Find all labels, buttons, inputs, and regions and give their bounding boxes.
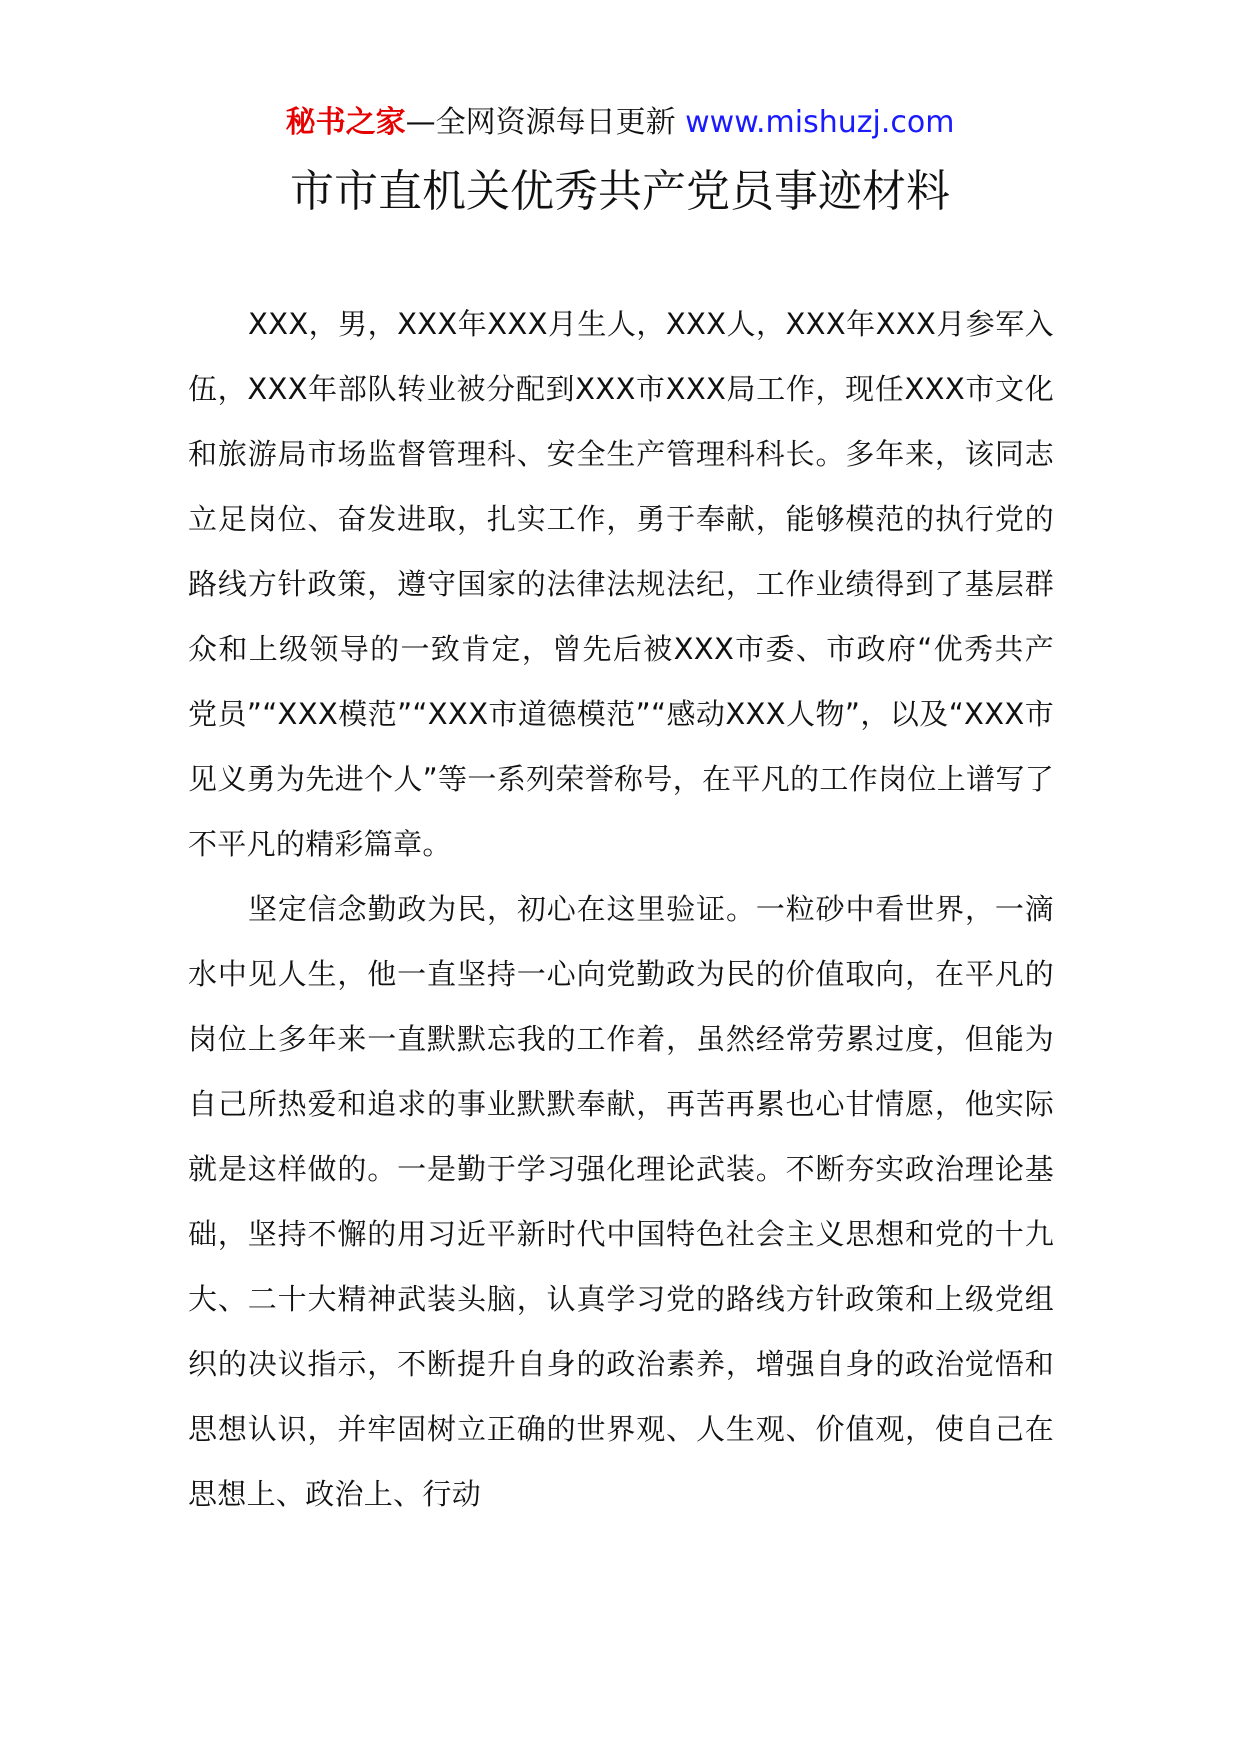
document-title: 市市直机关优秀共产党员事迹材料	[290, 166, 950, 217]
document-body	[188, 292, 1054, 1527]
site-header	[0, 100, 1240, 146]
paragraph-belief: 坚定信念勤政为民，初心在这里验证。一粒砂中看世界，一滴水中见人生，他一直坚持一心向党勤政为民的价值取向，在平凡的岗位上多年来一直默默忘我的工作着，虽然经常劳累过度，但能为自己所热爱和追求的事业默默奉献，再苦再累也心甘情愿，他实际就是这样做的。一是勤于学习强化理论武装。不断夯实政治理论基础，坚持不懈的用习近平新时代中国特色社会主义思想和党的十九大、二十大精神武装头脑，认真学习党的路线方针政策和上级党组织的决议指示，不断提升自身的政治素养，增强自身的政治觉悟和思想认识，并牢固树立正确的世界观、人生观、价值观，使自己在思想上、政治上、行动	[188, 892, 1054, 1511]
site-name: 秘书之家	[285, 105, 406, 140]
site-slogan: —全网资源每日更新	[405, 105, 676, 140]
paragraph-intro: XXX，男，XXX年XXX月生人，XXX人，XXX年XXX月参军入伍，XXX年部队转业被分配到XXX市XXX局工作，现任XXX市文化和旅游局市场监督管理科、安全生产管理科科长。多年来，该同志立足岗位、奋发进取，扎实工作，勇于奉献，能够模范的执行党的路线方针政策，遵守国家的法律法规法纪，工作业绩得到了基层群众和上级领导的一致肯定，曾先后被XXX市委、市政府“优秀共产党员”“XXX模范”“XXX市道德模范”“感动XXX人物”，以及“XXX市见义勇为先进个人”等一系列荣誉称号，在平凡的工作岗位上谱写了不平凡的精彩篇章。	[188, 307, 1054, 861]
site-url-link[interactable]: www.mishuzj.com	[685, 105, 955, 140]
